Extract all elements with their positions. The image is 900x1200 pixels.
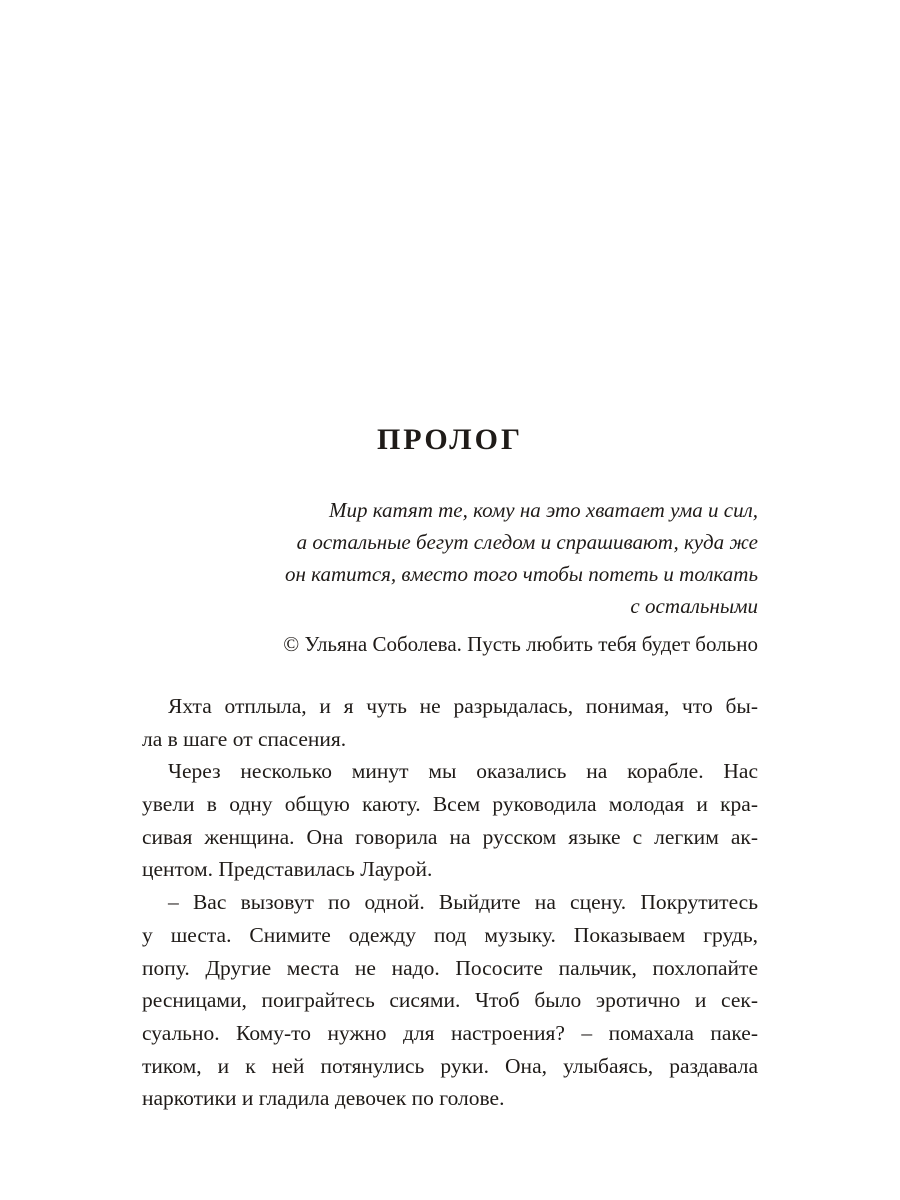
- body-text: [142, 690, 758, 1115]
- epigraph: [142, 494, 758, 660]
- text-line: Через несколько минут мы оказались на корабле. Нас: [168, 759, 758, 784]
- epigraph-line: он катится, вместо того чтобы потеть и толкать: [285, 562, 758, 586]
- text-line: центом. Представилась Лаурой.: [142, 857, 433, 882]
- text-line: ла в шаге от спасения.: [142, 726, 347, 751]
- text-line: наркотики и гладила девочек по голове.: [142, 1086, 505, 1111]
- epigraph-line: а остальные бегут следом и спрашивают, куда же: [296, 530, 758, 554]
- text-line: сивая женщина. Она говорила на русском языке с легким ак-: [142, 824, 758, 849]
- book-page: [142, 0, 758, 1200]
- text-line: – Вас вызовут по одной. Выйдите на сцену. Покрутитесь: [168, 890, 758, 915]
- chapter-title: ПРОЛОГ: [376, 423, 524, 456]
- epigraph-line: с остальными: [630, 594, 758, 618]
- text-line: суально. Кому-то нужно для настроения? – помахала паке-: [142, 1020, 758, 1045]
- text-line: Яхта отплыла, и я чуть не разрыдалась, понимая, что бы-: [168, 694, 758, 718]
- text-line: попу. Другие места не надо. Пососите пальчик, похлопайте: [142, 955, 758, 980]
- text-line: тиком, и к ней потянулись руки. Она, улыбаясь, раздавала: [142, 1053, 758, 1078]
- epigraph-line: Мир катят те, кому на это хватает ума и сил,: [329, 498, 758, 522]
- text-line: у шеста. Снимите одежду под музыку. Показываем грудь,: [142, 922, 758, 947]
- epigraph-source: © Ульяна Соболева. Пусть любить тебя будет больно: [283, 632, 758, 656]
- text-line: увели в одну общую каюту. Всем руководила молодая и кра-: [142, 792, 758, 817]
- text-line: ресницами, поиграйтесь сисями. Чтоб было эротично и сек-: [142, 988, 758, 1013]
